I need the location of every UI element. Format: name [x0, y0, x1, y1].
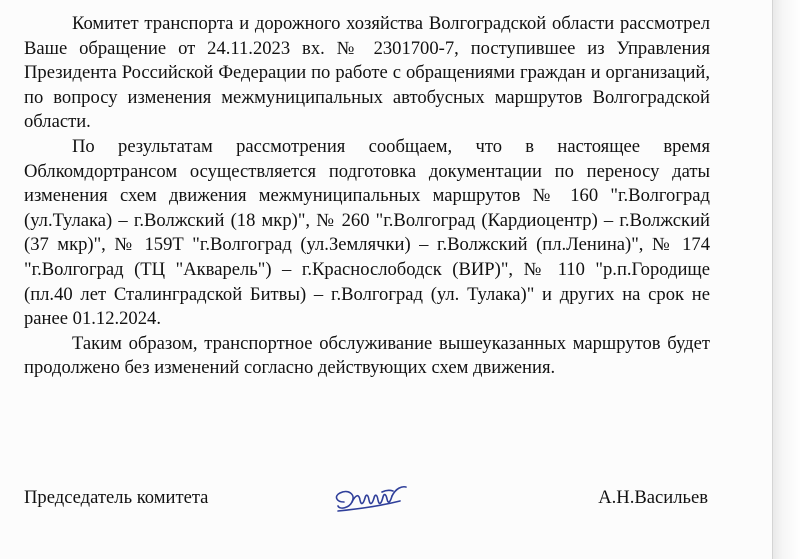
page-edge	[772, 0, 801, 559]
letter-body	[24, 12, 710, 381]
paragraph-conclusion: Таким образом, транспортное обслуживание вышеуказанных маршрутов будет продолжено без изменений согласно действующих схем движения.	[24, 332, 710, 379]
signer-position: Председатель комитета	[24, 487, 209, 508]
signer-name: А.Н.Васильев	[598, 487, 708, 508]
signature-block	[24, 482, 714, 518]
paragraph-results: По результатам рассмотрения сообщаем, что в настоящее время Облкомдортрансом осуществляется подготовка документации по переносу даты изменения схем движения межмуниципальных маршрутов № 160 "г.Волгоград (ул.Тулака) – г.Волжский (18 мкр)", № 260 "г.Волгоград (Кардиоцентр) – г.Волжский (37 мкр)", № 159Т "г.Волгоград (ул.Землячки) – г.Волжский (пл.Ленина)", № 174 "г.Волгоград (ТЦ "Акварель") – г.Краснослободск (ВИР)", № 110 "р.п.Городище (пл.40 лет Сталинградской Битвы) – г.Волгоград (ул. Тулака)" и других на срок не ранее 01.12.2024.	[24, 135, 710, 330]
paragraph-intro: Комитет транспорта и дорожного хозяйства Волгоградской области рассмотрел Ваше обращение от 24.11.2023 вх. № 2301700-7, поступившее из Управления Президента Российской Федерации по работе с обращениями граждан и организаций, по вопросу изменения межмуниципальных автобусных маршрутов Волгоградской области.	[24, 13, 710, 133]
handwritten-signature-icon	[330, 482, 412, 516]
